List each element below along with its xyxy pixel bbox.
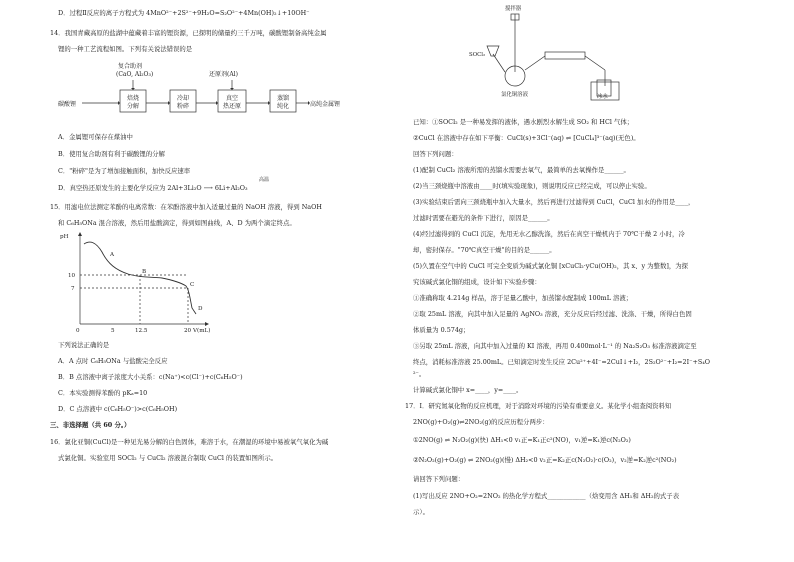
question-15-option-b: B．B 点溶液中离子浓度大小关系：c(Na⁺)<c(Cl⁻)+c(C₆H₅O⁻) <box>58 373 243 381</box>
question-16-stem-line1: 16．氯化亚铜(CuCl)是一种见光易分解的白色固体，难溶于水，在潮湿的环境中易被氧气氧化为碱 <box>50 438 329 446</box>
label-copper-chloride-solution: 氯化铜溶液 <box>501 92 528 98</box>
known-1: 已知：①SOCl₂ 是一种易发挥的液体，遇水剧烈水解生成 SO₂ 和 HCl 气体； <box>413 118 634 126</box>
sub-question-2: (2)当三颈烧瓶中溶液由____时(填实验现象)，则说明反应已经完成，可以停止实验。 <box>413 182 651 190</box>
known-2: ②CuCl 在溶液中存在如下平衡：CuCl(s)+3Cl⁻(aq) ⇌ [CuCl₄]³⁻(aq)(无色)。 <box>413 134 640 142</box>
flow-box-vacuum-label2: 热还原 <box>222 103 242 110</box>
flow-box-cool-label2: 粉碎 <box>176 103 190 110</box>
step-2-line1: ②取 25mL 溶液，向其中加入足量的 AgNO₃ 溶液，充分反应后经过滤、洗涤、干燥，所得白色固 <box>413 310 692 318</box>
reagent-reducer: 还原剂(Al) <box>209 71 238 78</box>
question-14-option-a: A．金属锂可保存在煤油中 <box>58 133 133 141</box>
question-15-option-a: A．A 点时 C₆H₅ONa 与盐酸完全反应 <box>58 357 168 365</box>
sub-question-5-line1: (5)久置在空气中的 CuCl 可完全变质为碱式氯化铜 [xCuCl₂·yCu(OH)₂，其 x、y 为整数]，为探 <box>413 262 689 270</box>
question-16-stem-line2: 式氯化铜。实验室用 SOCl₂ 与 CuCl₂ 溶液混合制取 CuCl 的装置如图所示。 <box>58 454 278 462</box>
flow-box-roast-label1: 焙烧 <box>126 95 140 102</box>
sub-question-1: (1)配制 CuCl₂ 溶液所需的蒸馏水需要去氧气，最简单的去氧操作是______。 <box>413 166 630 174</box>
calc-prompt: 计算碱式氯化铜中 x=____，y=____。 <box>413 386 523 394</box>
point-label-d: D <box>198 306 203 312</box>
apparatus-diagram <box>441 2 641 102</box>
question-17-step-2: ②N₂O₂(g)+O₂(g) ⇌ 2NO₂(g)(慢) ΔH₂<0 v₂正=K₂正c(N₂O₂)·c(O₂)，v₂逆=K₂逆c²(NO₂) <box>413 456 677 464</box>
sub-question-4-line2: 却，密封保存。"70℃真空干燥"的目的是______。 <box>413 246 556 254</box>
y-tick-10: 10 <box>68 273 76 279</box>
label-stirrer: 搅拌器 <box>505 6 522 12</box>
point-label-c: C <box>190 282 195 288</box>
question-14-option-d-condition: 高温 <box>259 177 270 183</box>
question-14-stem-line1: 14．我国青藏高原的盐湖中蕴藏着丰富的锂资源，已探明的储量约三千万吨，碳酸锂制备高纯金属 <box>50 29 327 37</box>
question-17-ask: 请回答下列问题： <box>413 475 465 483</box>
question-17-stem-line1: 17．I．研究氮氧化物的反应机理，对于消除对环境的污染有重要意义。某化学小组查阅资料知 <box>405 402 672 410</box>
flow-box-cool-label1: 冷却 <box>176 95 190 102</box>
question-15-ask: 下列说法正确的是 <box>58 341 110 349</box>
axis-label-volume: V(mL) <box>193 328 211 334</box>
step-3-line3: ²⁻。 <box>413 370 426 378</box>
step-3-line2: 终点，消耗标准溶液 25.00mL。已知滴定时发生反应 2Cu²⁺+4I⁻=2CuI↓+I₂，2S₂O²⁻+I₂=2I⁻+S₄O <box>413 358 711 366</box>
flow-box-vacuum-label1: 真空 <box>225 95 239 102</box>
question-14-option-b: B．使用复合助剂有利于碳酸锂的分解 <box>58 150 165 158</box>
question-17-stem-line2: 2NO(g)+O₂(g)⇌2NO₂(g)的反应历程分两步： <box>413 418 549 426</box>
reagent-composite-aid-formula: (CaO, Al₂O₃) <box>116 71 154 78</box>
question-14-stem-line2: 锂的一种工艺流程如图。下列有关说法错误的是 <box>58 45 193 53</box>
x-tick-12-5: 12.5 <box>135 328 148 334</box>
point-label-b: B <box>142 269 147 275</box>
flow-box-distill-label2: 纯化 <box>276 103 290 110</box>
question-15-stem-line1: 15．用滤电位法测定苯酚的电离常数：在苯酚溶液中加入适量过量的 NaOH 溶液，得到 NaOH <box>50 203 322 211</box>
question-17-step-1: ①2NO(g) ⇌ N₂O₂(g)(快) ΔH₁<0 v₁正=K₁正c²(NO)，v₁逆=K₁逆c(N₂O₂) <box>413 436 631 444</box>
question-17-sub-1-line2: 示）。 <box>413 508 429 516</box>
sub-question-5-line2: 究该碱式氯化铜的组成，设计如下实验步骤： <box>413 278 541 286</box>
sub-question-3-line2: 过滤时需要在避光的条件下进行，原因是______。 <box>413 214 554 222</box>
reagent-composite-aid: 复合助剂 <box>118 63 143 70</box>
question-15-stem-line2: 和 C₆H₅ONa 混合溶液，然后用盐酸滴定，得到如图曲线，A、D 为两个滴定终点。 <box>58 219 296 227</box>
x-tick-20: 20 <box>184 328 192 334</box>
flow-end-label: 高纯金属锂 <box>310 101 341 108</box>
section-3-heading: 三、非选择题（共 60 分。） <box>50 421 131 429</box>
question-17-sub-1-line1: (1)写出反应 2NO+O₂=2NO₂ 的热化学方程式____________（焓变用含 ΔH₁和 ΔH₂的式子表 <box>413 492 680 500</box>
step-1: ①准确称取 4.214g 样品，溶于足量乙酸中，加蒸馏水配制成 100mL 溶液； <box>413 294 633 302</box>
y-tick-7: 7 <box>71 286 75 292</box>
sub-question-4-line1: (4)经过滤得到的 CuCl 沉淀，先用无水乙醇洗涤，然后在真空干燥机内于 70℃干燥 2 小时，冷 <box>413 230 685 238</box>
point-label-a: A <box>110 252 115 258</box>
question-15-option-d: D．C 点溶液中 c(C₆H₅O⁻)>c(C₆H₅OH) <box>58 405 178 413</box>
lithium-process-flow-diagram <box>58 60 403 128</box>
step-2-line2: 体质量为 0.574g； <box>413 326 470 334</box>
option-d-previous: D．过程Ⅱ反应的离子方程式为 4MnO²⁻+2S²⁻+9H₂O=S₂O²⁻+4Mn(OH)₂↓+10OH⁻ <box>58 9 310 17</box>
question-14-option-c: C．"粉碎"是为了增加接触面积，加快反应速率 <box>58 167 191 175</box>
sub-question-3-line1: (3)实验结束后需向三颈烧瓶中加入大量水，然后再进行过滤得到 CuCl，CuCl 加水的作用是____， <box>413 198 695 206</box>
step-3-line1: ③另取 25mL 溶液，向其中加入过量的 KI 溶液，再用 0.400mol·L⁻¹ 的 Na₂S₂O₃ 标准溶液滴定至 <box>413 342 697 350</box>
x-tick-5: 5 <box>111 328 115 334</box>
question-14-option-d: D．真空热还原发生的主要化学反应为 2Al+3Li₂O ⟶ 6Li+Al₂O₃ <box>58 184 248 192</box>
flow-start-label: 碳酸锂 <box>58 101 77 108</box>
answer-intro: 回答下列问题： <box>413 150 458 158</box>
axis-label-ph: pH <box>60 234 69 240</box>
titration-curve-graph <box>58 230 258 338</box>
x-tick-0: 0 <box>76 328 80 334</box>
label-ice-water: 冰水 <box>597 94 608 100</box>
flow-box-distill-label1: 蒸馏 <box>276 95 290 102</box>
flow-box-roast-label2: 分解 <box>126 103 140 110</box>
label-socl2: SOCl₂ <box>469 52 486 58</box>
question-15-option-c: C．本实验测得苯酚的 pKₐ=10 <box>58 389 148 397</box>
